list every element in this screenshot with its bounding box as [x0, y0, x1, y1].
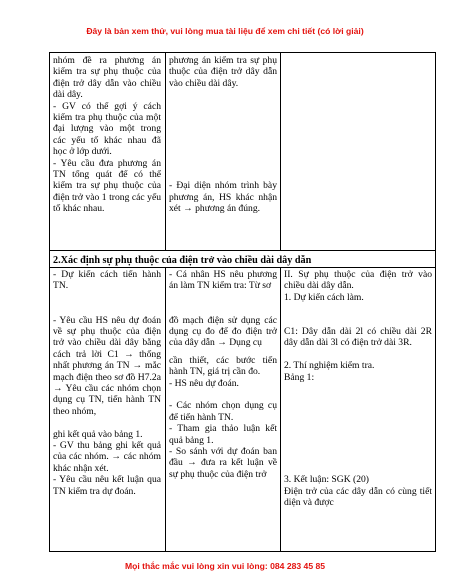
text-line: 2. Thí nghiệm kiểm tra. — [284, 360, 375, 372]
text-line: Điện trở của các dây dẫn có cùng tiết diện và được — [284, 485, 432, 508]
column-divider — [165, 53, 166, 250]
text-line: - So sánh với dự đoán ban đầu → đưa ra kết luận về sự phụ thuộc của điện trở — [169, 446, 277, 480]
text-line: 3. Kết luận: SGK (20) — [284, 474, 369, 486]
top-cell-teacher — [53, 55, 161, 215]
text-line: - GV thu bảng ghi kết quả của các nhóm. → các nhóm khác nhận xét. — [53, 440, 161, 474]
text-line: ghi kết quả vào bảng 1. — [53, 428, 143, 440]
text-line: - HS nêu dự đoán. — [169, 377, 239, 389]
row-divider — [50, 250, 435, 251]
column-divider — [280, 53, 281, 250]
preview-banner: Đây là bản xem thử, vui lòng mua tài liệu để xem chi tiết (có lời giải) — [86, 26, 364, 36]
row-divider — [50, 267, 435, 268]
text-line: C1: Dây dẫn dài 2l có chiều dài 2R dây dẫn dài 3l có điện trở dài 3R. — [284, 326, 432, 349]
text-line: - Đại diện nhóm trình bày phương án, HS khác nhận xét → phương án đúng. — [169, 180, 277, 215]
text-line: - Dự kiến cách tiến hành TN. — [53, 269, 161, 292]
text-line: - Các nhóm chọn dụng cụ để tiến hành TN. — [169, 400, 277, 423]
bottom-cell-content — [284, 269, 432, 508]
bottom-cell-teacher — [53, 269, 161, 497]
text-line: - GV có thể gợi ý cách kiểm tra phụ thuộc của một đại lượng vào một trong các yếu tố khác nhau đã học ở lớp dưới. — [53, 100, 161, 158]
text-line: nhóm đề ra phương án kiểm tra sự phụ thuộc của điện trở dây dẫn vào chiều dài dây. — [53, 55, 161, 101]
lesson-table — [49, 52, 436, 552]
text-line: II. Sự phụ thuộc của điện trở vào chiều dài dây dẫn. — [284, 269, 432, 292]
contact-footer: Mọi thắc mắc vui lòng xin vui lòng: 084 283 45 85 — [124, 561, 326, 571]
section-title: 2.Xác định sự phụ thuộc của điện trở vào chiều dài dây dẫn — [53, 255, 312, 266]
column-divider — [165, 267, 166, 551]
text-line: cần thiết, các bước tiến hành TN, giá trị cần đo. — [169, 354, 277, 378]
text-line: - Yêu cầu HS nêu dự đoán về sự phụ thuộc của điện trở vào chiều dài dây bằng cách trả lời C1 → thống nhất phương án TN → mắc mạch điện theo sơ đồ H7.2a → Yêu cầu các nhóm chọn dụng cụ TN, tiến hành TN theo nhóm, — [53, 314, 161, 417]
text-line: đồ mạch điện sử dụng các dụng cụ đo để đo điện trở của dây dẫn → Dụng cụ — [169, 314, 277, 349]
text-line: - Cá nhân HS nêu phương án làm TN kiểm tra: Từ sơ — [169, 269, 277, 292]
text-line: phương án kiểm tra sự phụ thuộc của điện trở dây dẫn vào chiều dài dây. — [169, 55, 277, 89]
bottom-cell-student — [169, 269, 277, 480]
column-divider — [280, 267, 281, 551]
text-line: 1. Dự kiến cách làm. — [284, 291, 364, 303]
text-line: - Yêu cầu đưa phương án TN tổng quát để có thể kiểm tra sự phụ thuộc của điện trở vào 1 trong các yếu tố khác nhau. — [53, 157, 161, 215]
text-line: - Yêu cầu nêu kết luận qua TN kiểm tra dự đoán. — [53, 474, 161, 497]
text-line: Bảng 1: — [284, 371, 315, 383]
top-cell-student — [169, 55, 277, 215]
text-line: - Tham gia thảo luận kết quả bảng 1. — [169, 423, 277, 446]
